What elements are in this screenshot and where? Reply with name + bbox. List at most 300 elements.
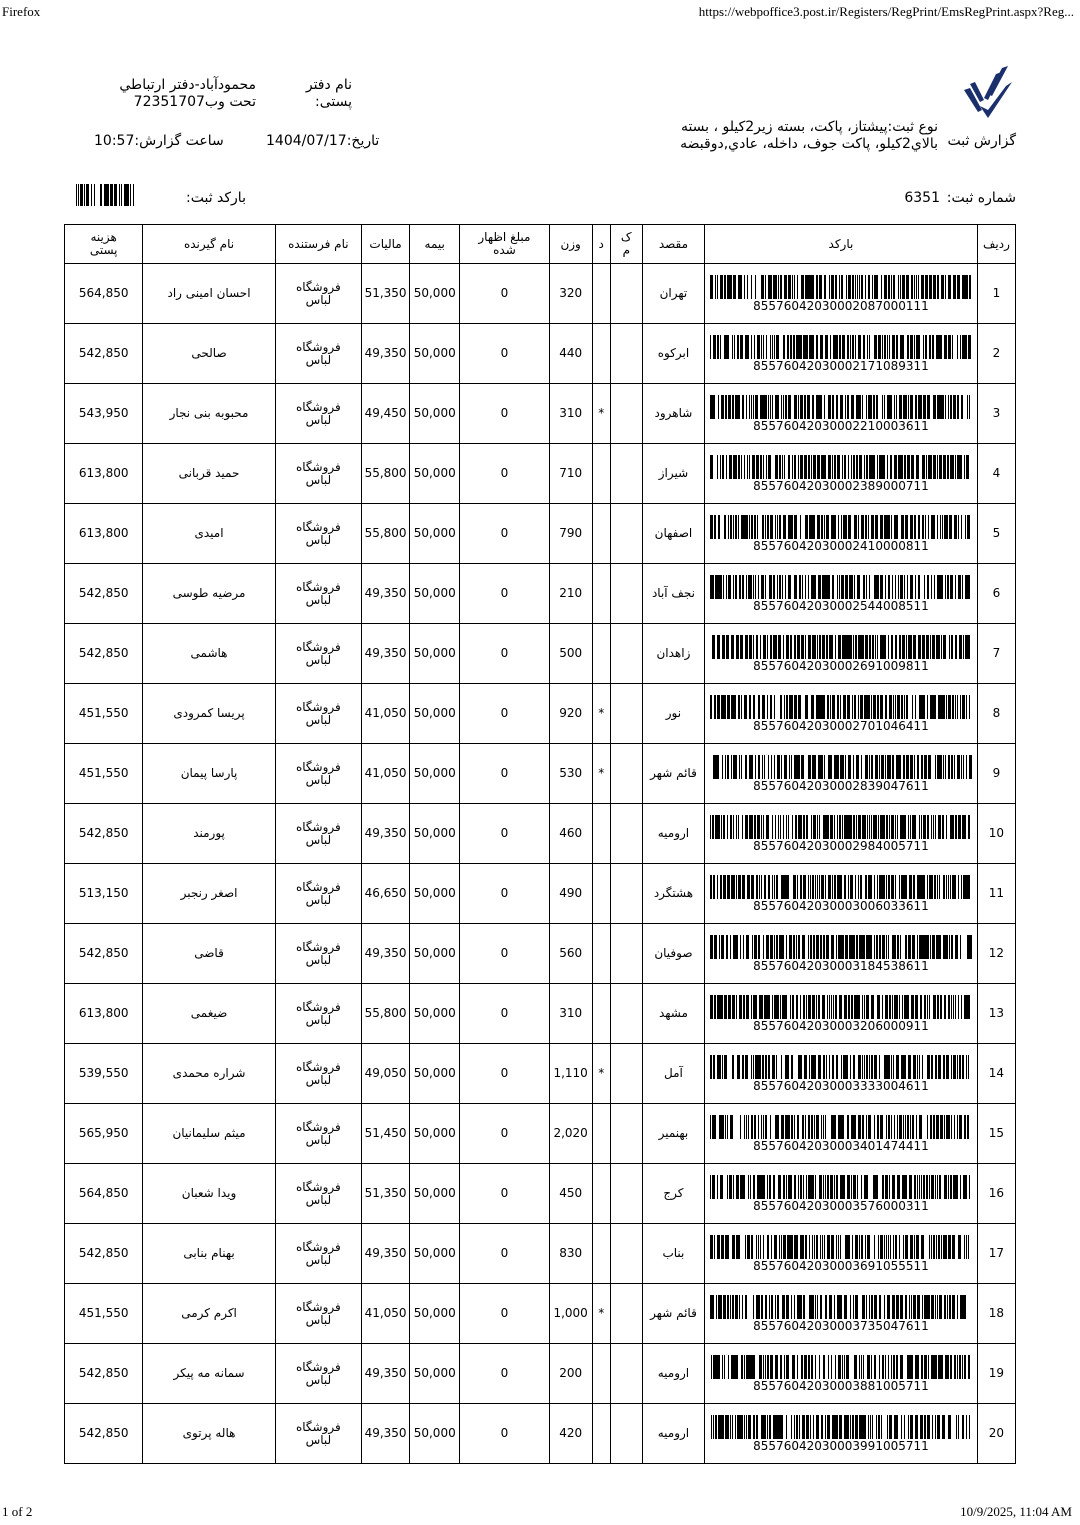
- sender-name: فروشگاه لباس: [275, 264, 361, 324]
- postal-cost: 542,850: [65, 1344, 143, 1404]
- row-number: 5: [977, 504, 1015, 564]
- report-time: ساعت گزارش:10:57: [94, 133, 224, 149]
- insurance: 50,000: [410, 564, 460, 624]
- barcode-cell: [705, 984, 978, 1044]
- item-barcode: [710, 815, 972, 839]
- destination: قائم شهر: [642, 744, 704, 804]
- tax: 49,450: [362, 384, 410, 444]
- tax: 49,350: [362, 804, 410, 864]
- item-barcode: [710, 635, 972, 659]
- declared-value: 0: [460, 384, 549, 444]
- col-declared: مبلغ اظهار شده: [460, 225, 549, 264]
- receiver-name: ضیغمی: [143, 984, 275, 1044]
- post-logo-icon: [962, 66, 1012, 120]
- insurance: 50,000: [410, 684, 460, 744]
- table-row: [65, 1164, 1016, 1224]
- km-mark: [610, 1164, 642, 1224]
- row-number: 1: [977, 264, 1015, 324]
- tax: 49,350: [362, 924, 410, 984]
- table-row: [65, 384, 1016, 444]
- barcode-number: 85576042030003184538611: [753, 958, 929, 973]
- col-destination: مقصد: [642, 225, 704, 264]
- table-row: [65, 324, 1016, 384]
- destination: ابرکوه: [642, 324, 704, 384]
- d-mark: *: [592, 1284, 610, 1344]
- receiver-name: صالحی: [143, 324, 275, 384]
- km-mark: [610, 1224, 642, 1284]
- declared-value: 0: [460, 864, 549, 924]
- d-mark: [592, 1164, 610, 1224]
- destination: صوفیان: [642, 924, 704, 984]
- row-number: 3: [977, 384, 1015, 444]
- registration-number-value: 6351: [904, 190, 940, 206]
- insurance: 50,000: [410, 744, 460, 804]
- col-cost: هزینه پستی: [65, 225, 143, 264]
- destination: مشهد: [642, 984, 704, 1044]
- weight: 320: [549, 264, 592, 324]
- weight: 1,000: [549, 1284, 592, 1344]
- weight: 310: [549, 384, 592, 444]
- weight: 310: [549, 984, 592, 1044]
- barcode-cell: [705, 504, 978, 564]
- km-mark: [610, 864, 642, 924]
- barcode-cell: [705, 804, 978, 864]
- tax: 49,350: [362, 1344, 410, 1404]
- insurance: 50,000: [410, 1284, 460, 1344]
- d-mark: [592, 1404, 610, 1464]
- d-mark: *: [592, 684, 610, 744]
- km-mark: [610, 624, 642, 684]
- page-count: 1 of 2: [2, 1504, 33, 1519]
- insurance: 50,000: [410, 1104, 460, 1164]
- row-number: 17: [977, 1224, 1015, 1284]
- sender-name: فروشگاه لباس: [275, 1104, 361, 1164]
- row-number: 16: [977, 1164, 1015, 1224]
- d-mark: [592, 1344, 610, 1404]
- km-mark: [610, 1344, 642, 1404]
- km-mark: [610, 1284, 642, 1344]
- km-mark: [610, 744, 642, 804]
- item-barcode: [710, 1175, 972, 1199]
- item-barcode: [710, 335, 972, 359]
- row-number: 6: [977, 564, 1015, 624]
- d-mark: [592, 324, 610, 384]
- declared-value: 0: [460, 744, 549, 804]
- receiver-name: قاضی: [143, 924, 275, 984]
- declared-value: 0: [460, 324, 549, 384]
- item-barcode: [710, 395, 972, 419]
- barcode-cell: [705, 324, 978, 384]
- receiver-name: سمانه مه پیکر: [143, 1344, 275, 1404]
- receiver-name: امیدی: [143, 504, 275, 564]
- destination: ارومیه: [642, 1344, 704, 1404]
- row-number: 20: [977, 1404, 1015, 1464]
- weight: 710: [549, 444, 592, 504]
- barcode-cell: [705, 864, 978, 924]
- tax: 49,350: [362, 1404, 410, 1464]
- insurance: 50,000: [410, 504, 460, 564]
- barcode-cell: [705, 1164, 978, 1224]
- tax: 41,050: [362, 684, 410, 744]
- receiver-name: اصغر رنجبر: [143, 864, 275, 924]
- item-barcode: [710, 515, 972, 539]
- sender-name: فروشگاه لباس: [275, 564, 361, 624]
- declared-value: 0: [460, 984, 549, 1044]
- postal-cost: 542,850: [65, 804, 143, 864]
- barcode-number: 85576042030002691009811: [753, 658, 929, 673]
- table-row: [65, 564, 1016, 624]
- postal-cost: 542,850: [65, 324, 143, 384]
- km-mark: [610, 924, 642, 984]
- tax: 49,050: [362, 1044, 410, 1104]
- table-row: [65, 1104, 1016, 1164]
- item-barcode: [710, 935, 972, 959]
- col-d: د: [592, 225, 610, 264]
- tax: 49,350: [362, 564, 410, 624]
- row-number: 11: [977, 864, 1015, 924]
- tax: 49,350: [362, 624, 410, 684]
- receiver-name: محبوبه بنی نجار: [143, 384, 275, 444]
- table-header-row: [65, 225, 1016, 264]
- postal-cost: 542,850: [65, 924, 143, 984]
- table-row: [65, 1344, 1016, 1404]
- barcode-number: 85576042030002171089311: [753, 358, 929, 373]
- d-mark: [592, 864, 610, 924]
- d-mark: *: [592, 1044, 610, 1104]
- d-mark: [592, 984, 610, 1044]
- receiver-name: بهنام بنابی: [143, 1224, 275, 1284]
- receiver-name: هاشمی: [143, 624, 275, 684]
- barcode-cell: [705, 624, 978, 684]
- weight: 2,020: [549, 1104, 592, 1164]
- browser-app-name: Firefox: [2, 4, 41, 19]
- km-mark: [610, 984, 642, 1044]
- item-barcode: [710, 455, 972, 479]
- km-mark: [610, 1404, 642, 1464]
- item-barcode: [710, 1235, 972, 1259]
- postal-cost: 539,550: [65, 1044, 143, 1104]
- col-tax: مالیات: [362, 225, 410, 264]
- destination: نور: [642, 684, 704, 744]
- table-row: [65, 984, 1016, 1044]
- receiver-name: پارسا پیمان: [143, 744, 275, 804]
- row-number: 18: [977, 1284, 1015, 1344]
- destination: قائم شهر: [642, 1284, 704, 1344]
- barcode-number: 85576042030002544008511: [753, 598, 929, 613]
- postal-cost: 613,800: [65, 444, 143, 504]
- weight: 830: [549, 1224, 592, 1284]
- tax: 51,350: [362, 1164, 410, 1224]
- km-mark: [610, 384, 642, 444]
- postal-cost: 451,550: [65, 684, 143, 744]
- barcode-cell: [705, 744, 978, 804]
- sender-name: فروشگاه لباس: [275, 384, 361, 444]
- table-row: [65, 444, 1016, 504]
- row-number: 2: [977, 324, 1015, 384]
- item-barcode: [710, 1415, 972, 1439]
- destination: ارومیه: [642, 804, 704, 864]
- weight: 1,110: [549, 1044, 592, 1104]
- row-number: 14: [977, 1044, 1015, 1104]
- table-row: [65, 804, 1016, 864]
- barcode-cell: [705, 684, 978, 744]
- declared-value: 0: [460, 1224, 549, 1284]
- barcode-number: 85576042030003735047611: [753, 1318, 929, 1333]
- destination: کرج: [642, 1164, 704, 1224]
- insurance: 50,000: [410, 1164, 460, 1224]
- barcode-cell: [705, 264, 978, 324]
- km-mark: [610, 564, 642, 624]
- weight: 440: [549, 324, 592, 384]
- registrations-table: [64, 224, 1016, 1464]
- receiver-name: پریسا کمرودی: [143, 684, 275, 744]
- destination: هشتگرد: [642, 864, 704, 924]
- postal-cost: 565,950: [65, 1104, 143, 1164]
- row-number: 15: [977, 1104, 1015, 1164]
- registration-type: نوع ثبت:پيشتاز، پاکت، بسته زير2کيلو ، بسته بالاي2کيلو، پاکت جوف، داخله، عادي,دوقبضه: [680, 119, 938, 152]
- col-receiver: نام گیرنده: [143, 225, 275, 264]
- barcode-number: 85576042030003006033611: [753, 898, 929, 913]
- sender-name: فروشگاه لباس: [275, 1284, 361, 1344]
- item-barcode: [710, 875, 972, 899]
- declared-value: 0: [460, 444, 549, 504]
- barcode-number: 85576042030002410000811: [753, 538, 929, 553]
- declared-value: 0: [460, 684, 549, 744]
- weight: 920: [549, 684, 592, 744]
- insurance: 50,000: [410, 444, 460, 504]
- barcode-cell: [705, 1284, 978, 1344]
- barcode-number: 85576042030003333004611: [753, 1078, 929, 1093]
- d-mark: *: [592, 744, 610, 804]
- receiver-name: حمید قربانی: [143, 444, 275, 504]
- receiver-name: ویدا شعبان: [143, 1164, 275, 1224]
- d-mark: [592, 504, 610, 564]
- destination: ارومیه: [642, 1404, 704, 1464]
- d-mark: [592, 624, 610, 684]
- tax: 49,350: [362, 1224, 410, 1284]
- table-row: [65, 924, 1016, 984]
- weight: 420: [549, 1404, 592, 1464]
- row-number: 12: [977, 924, 1015, 984]
- postal-cost: 542,850: [65, 1404, 143, 1464]
- tax: 55,800: [362, 444, 410, 504]
- insurance: 50,000: [410, 1044, 460, 1104]
- d-mark: [592, 564, 610, 624]
- tax: 51,450: [362, 1104, 410, 1164]
- col-row: ردیف: [977, 225, 1015, 264]
- destination: تهران: [642, 264, 704, 324]
- barcode-number: 85576042030003576000311: [753, 1198, 929, 1213]
- tax: 41,050: [362, 744, 410, 804]
- declared-value: 0: [460, 624, 549, 684]
- receiver-name: مرضیه طوسی: [143, 564, 275, 624]
- table-row: [65, 264, 1016, 324]
- d-mark: [592, 264, 610, 324]
- insurance: 50,000: [410, 384, 460, 444]
- print-datetime: 10/9/2025, 11:04 AM: [960, 1504, 1072, 1519]
- destination: نجف آباد: [642, 564, 704, 624]
- barcode-cell: [705, 924, 978, 984]
- declared-value: 0: [460, 804, 549, 864]
- col-barcode: بارکد: [705, 225, 978, 264]
- receiver-name: هاله پرتوی: [143, 1404, 275, 1464]
- km-mark: [610, 684, 642, 744]
- weight: 460: [549, 804, 592, 864]
- col-sender: نام فرستنده: [275, 225, 361, 264]
- declared-value: 0: [460, 1104, 549, 1164]
- sender-name: فروشگاه لباس: [275, 1044, 361, 1104]
- barcode-number: 85576042030003401474411: [753, 1138, 929, 1153]
- row-number: 13: [977, 984, 1015, 1044]
- sender-name: فروشگاه لباس: [275, 984, 361, 1044]
- receiver-name: اکرم کرمی: [143, 1284, 275, 1344]
- item-barcode: [710, 1055, 972, 1079]
- destination: شاهرود: [642, 384, 704, 444]
- receiver-name: میثم سلیمانیان: [143, 1104, 275, 1164]
- table-row: [65, 1044, 1016, 1104]
- d-mark: [592, 444, 610, 504]
- postal-cost: 542,850: [65, 564, 143, 624]
- declared-value: 0: [460, 504, 549, 564]
- insurance: 50,000: [410, 264, 460, 324]
- weight: 200: [549, 1344, 592, 1404]
- row-number: 10: [977, 804, 1015, 864]
- weight: 210: [549, 564, 592, 624]
- tax: 55,800: [362, 984, 410, 1044]
- km-mark: [610, 324, 642, 384]
- declared-value: 0: [460, 1164, 549, 1224]
- insurance: 50,000: [410, 984, 460, 1044]
- d-mark: [592, 924, 610, 984]
- office-value: محمودآباد-دفتر ارتباطي تحت وب72351707: [119, 77, 256, 110]
- insurance: 50,000: [410, 864, 460, 924]
- km-mark: [610, 444, 642, 504]
- destination: اصفهان: [642, 504, 704, 564]
- col-insurance: بیمه: [410, 225, 460, 264]
- barcode-cell: [705, 1344, 978, 1404]
- tax: 46,650: [362, 864, 410, 924]
- receiver-name: احسان امینی راد: [143, 264, 275, 324]
- weight: 530: [549, 744, 592, 804]
- barcode-number: 85576042030002389000711: [753, 478, 929, 493]
- weight: 560: [549, 924, 592, 984]
- km-mark: [610, 1044, 642, 1104]
- tax: 51,350: [362, 264, 410, 324]
- barcode-number: 85576042030003691055511: [753, 1258, 929, 1273]
- tax: 55,800: [362, 504, 410, 564]
- barcode-cell: [705, 384, 978, 444]
- item-barcode: [710, 1355, 972, 1379]
- destination: آمل: [642, 1044, 704, 1104]
- barcode-cell: [705, 1044, 978, 1104]
- sender-name: فروشگاه لباس: [275, 444, 361, 504]
- row-number: 19: [977, 1344, 1015, 1404]
- tax: 41,050: [362, 1284, 410, 1344]
- postal-cost: 451,550: [65, 1284, 143, 1344]
- weight: 450: [549, 1164, 592, 1224]
- declared-value: 0: [460, 1344, 549, 1404]
- table-row: [65, 744, 1016, 804]
- km-mark: [610, 504, 642, 564]
- barcode-cell: [705, 1404, 978, 1464]
- table-row: [65, 624, 1016, 684]
- item-barcode: [710, 755, 972, 779]
- receiver-name: پورمند: [143, 804, 275, 864]
- table-row: [65, 1404, 1016, 1464]
- tax: 49,350: [362, 324, 410, 384]
- item-barcode: [710, 995, 972, 1019]
- postal-cost: 543,950: [65, 384, 143, 444]
- postal-cost: 513,150: [65, 864, 143, 924]
- barcode-number: 85576042030003881005711: [753, 1378, 929, 1393]
- postal-cost: 613,800: [65, 984, 143, 1044]
- sender-name: فروشگاه لباس: [275, 1164, 361, 1224]
- km-mark: [610, 264, 642, 324]
- table-row: [65, 1224, 1016, 1284]
- sender-name: فروشگاه لباس: [275, 864, 361, 924]
- declared-value: 0: [460, 1284, 549, 1344]
- insurance: 50,000: [410, 1404, 460, 1464]
- insurance: 50,000: [410, 624, 460, 684]
- col-km: ک م: [610, 225, 642, 264]
- sender-name: فروشگاه لباس: [275, 744, 361, 804]
- report-title: گزارش ثبت: [947, 133, 1016, 149]
- weight: 500: [549, 624, 592, 684]
- row-number: 7: [977, 624, 1015, 684]
- sender-name: فروشگاه لباس: [275, 1404, 361, 1464]
- report-date: تاریخ:1404/07/17: [266, 133, 380, 149]
- insurance: 50,000: [410, 1344, 460, 1404]
- destination: بهنمیر: [642, 1104, 704, 1164]
- barcode-cell: [705, 444, 978, 504]
- weight: 490: [549, 864, 592, 924]
- destination: شیراز: [642, 444, 704, 504]
- declared-value: 0: [460, 1404, 549, 1464]
- km-mark: [610, 1104, 642, 1164]
- d-mark: *: [592, 384, 610, 444]
- postal-cost: 613,800: [65, 504, 143, 564]
- declared-value: 0: [460, 264, 549, 324]
- postal-cost: 451,550: [65, 744, 143, 804]
- barcode-number: 85576042030002701046411: [753, 718, 929, 733]
- declared-value: 0: [460, 924, 549, 984]
- weight: 790: [549, 504, 592, 564]
- postal-cost: 564,850: [65, 264, 143, 324]
- insurance: 50,000: [410, 804, 460, 864]
- table-row: [65, 504, 1016, 564]
- sender-name: فروشگاه لباس: [275, 1344, 361, 1404]
- item-barcode: [710, 275, 972, 299]
- sender-name: فروشگاه لباس: [275, 924, 361, 984]
- table-row: [65, 684, 1016, 744]
- d-mark: [592, 1224, 610, 1284]
- page-url[interactable]: https://webpoffice3.post.ir/Registers/RegPrint/EmsRegPrint.aspx?Reg...: [698, 4, 1074, 19]
- registration-number-label: شماره ثبت:: [946, 190, 1016, 206]
- sender-name: فروشگاه لباس: [275, 684, 361, 744]
- office-label: نام دفتر پستی:: [305, 77, 352, 110]
- destination: زاهدان: [642, 624, 704, 684]
- insurance: 50,000: [410, 324, 460, 384]
- destination: بناب: [642, 1224, 704, 1284]
- col-weight: وزن: [549, 225, 592, 264]
- barcode-number: 85576042030003206000911: [753, 1018, 929, 1033]
- insurance: 50,000: [410, 1224, 460, 1284]
- sender-name: فروشگاه لباس: [275, 804, 361, 864]
- barcode-number: 85576042030002087000111: [753, 298, 929, 313]
- barcode-cell: [705, 1104, 978, 1164]
- receiver-name: شراره محمدی: [143, 1044, 275, 1104]
- table-row: [65, 864, 1016, 924]
